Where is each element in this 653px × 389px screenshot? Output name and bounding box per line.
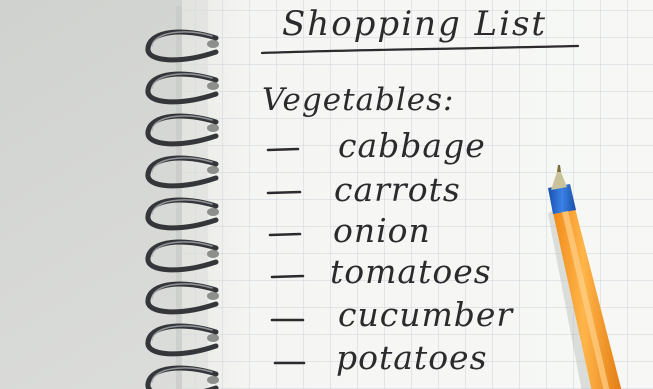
list-heading: Vegetables: bbox=[262, 82, 455, 118]
page-title: Shopping List bbox=[282, 4, 548, 44]
list-item: onion bbox=[333, 211, 431, 250]
list-item: carrots bbox=[334, 170, 461, 209]
list-item: potatoes bbox=[336, 338, 488, 377]
list-item: tomatoes bbox=[330, 252, 492, 291]
list-item: cabbage bbox=[338, 126, 486, 165]
list-item: cucumber bbox=[338, 295, 514, 334]
